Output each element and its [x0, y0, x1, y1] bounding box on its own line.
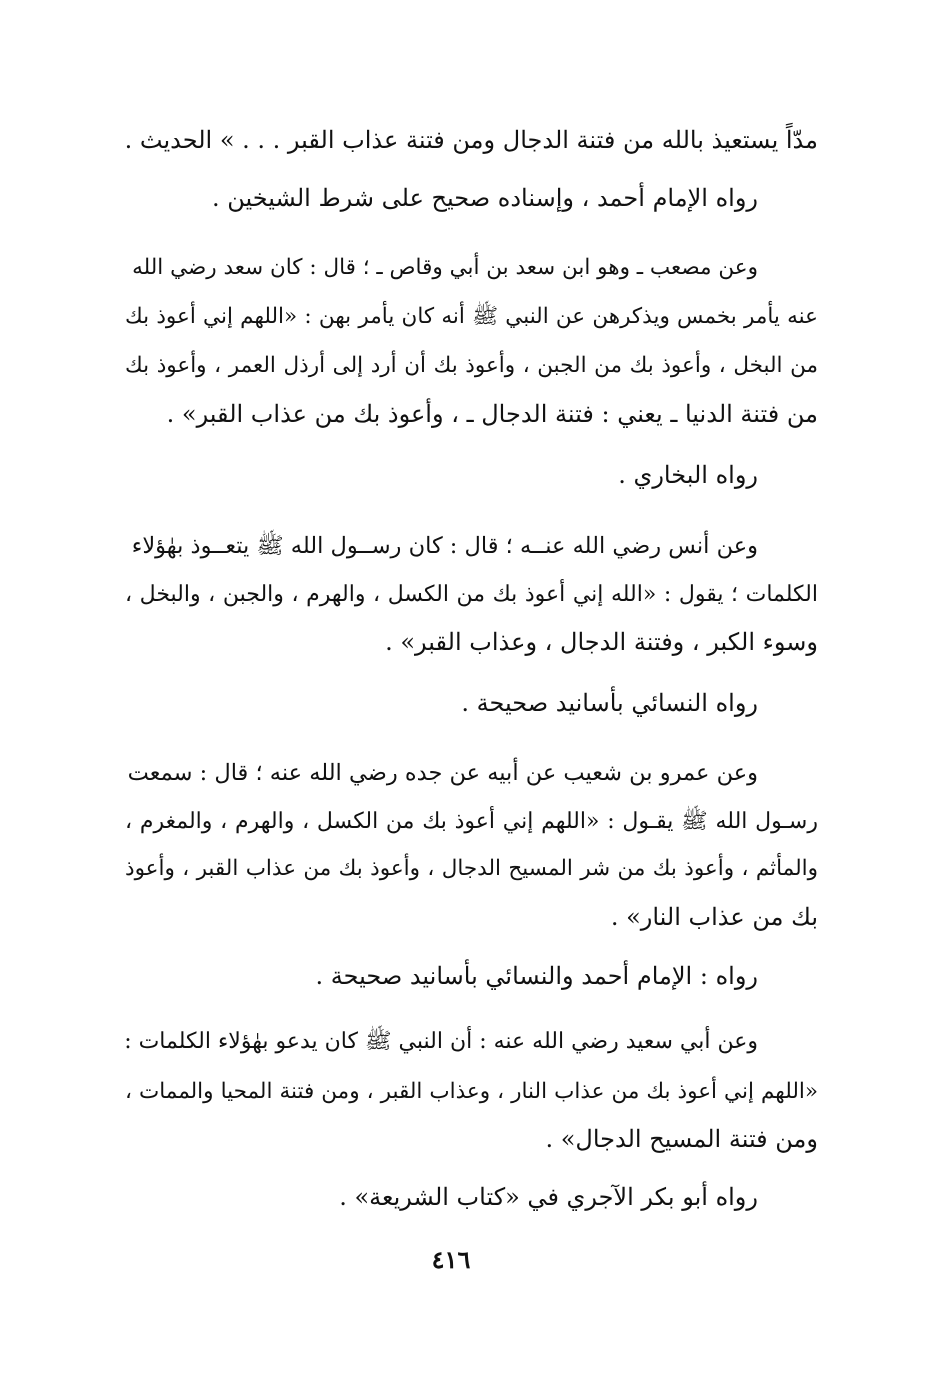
hadith-abu-said-line-1: وعن أبي سعيد رضي الله عنه : أن النبي ﷺ كان يدعو بهٰؤلاء الكلمات : — [124, 1029, 758, 1054]
page-number: ٤١٦ — [431, 1245, 471, 1274]
hadith-amr-line-3: والمأثم ، وأعوذ بك من شر المسيح الدجال ، وأعوذ بك من عذاب القبر ، وأعوذ — [125, 856, 818, 881]
hadith-abu-said-line-2: «اللهم إني أعوذ بك من عذاب النار ، وعذاب القبر ، ومن فتنة المحيا والممات ، — [125, 1079, 818, 1104]
hadith-mus-ab-line-4: من فتنة الدنيا ـ يعني : فتنة الدجال ـ ، وأعوذ بك من عذاب القبر» . — [166, 400, 818, 428]
hadith-anas-line-3: وسوء الكبر ، وفتنة الدجال ، وعذاب القبر» . — [385, 628, 818, 656]
hadith-anas-line-1: وعن أنس رضي الله عنــه ؛ قال : كان رســول الله ﷺ يتعــوذ بهٰؤلاء — [131, 533, 758, 559]
narration-source-5: رواه أبو بكر الآجري في «كتاب الشريعة» . — [339, 1183, 758, 1211]
hadith-mus-ab-line-1: وعن مصعب ـ وهو ابن سعد بن أبي وقاص ـ ؛ قال : كان سعد رضي الله — [132, 255, 758, 280]
hadith-anas-line-2: الكلمات ؛ يقول : «الله إني أعوذ بك من الكسل ، والهرم ، والجبن ، والبخل ، — [125, 582, 818, 607]
hadith-mus-ab-line-2: عنه يأمر بخمس ويذكرهن عن النبي ﷺ أنه كان يأمر بهن : «اللهم إني أعوذ بك — [125, 304, 818, 329]
hadith-amr-line-4: بك من عذاب النار» . — [610, 903, 818, 931]
hadith-abu-said-line-3: ومن فتنة المسيح الدجال» . — [545, 1125, 818, 1153]
hadith-amr-line-1: وعن عمرو بن شعيب عن أبيه عن جده رضي الله عنه ؛ قال : سمعت — [127, 760, 758, 786]
narration-source-3: رواه النسائي بأسانيد صحيحة . — [461, 689, 758, 717]
text-line-1: مدّاً يستعيذ بالله من فتنة الدجال ومن فتنة عذاب القبر . . . » الحديث . — [124, 126, 818, 154]
narration-source-4: رواه : الإمام أحمد والنسائي بأسانيد صحيحة . — [315, 962, 758, 990]
narration-source-2: رواه البخاري . — [618, 461, 758, 489]
hadith-amr-line-2: رسـول الله ﷺ يقـول : «اللهم إني أعوذ بك من الكسل ، والهرم ، والمغرم ، — [125, 809, 818, 834]
hadith-mus-ab-line-3: من البخل ، وأعوذ بك من الجبن ، وأعوذ بك أن أرد إلى أرذل العمر ، وأعوذ بك — [125, 353, 818, 378]
narration-source-1: رواه الإمام أحمد ، وإسناده صحيح على شرط الشيخين . — [211, 184, 758, 212]
